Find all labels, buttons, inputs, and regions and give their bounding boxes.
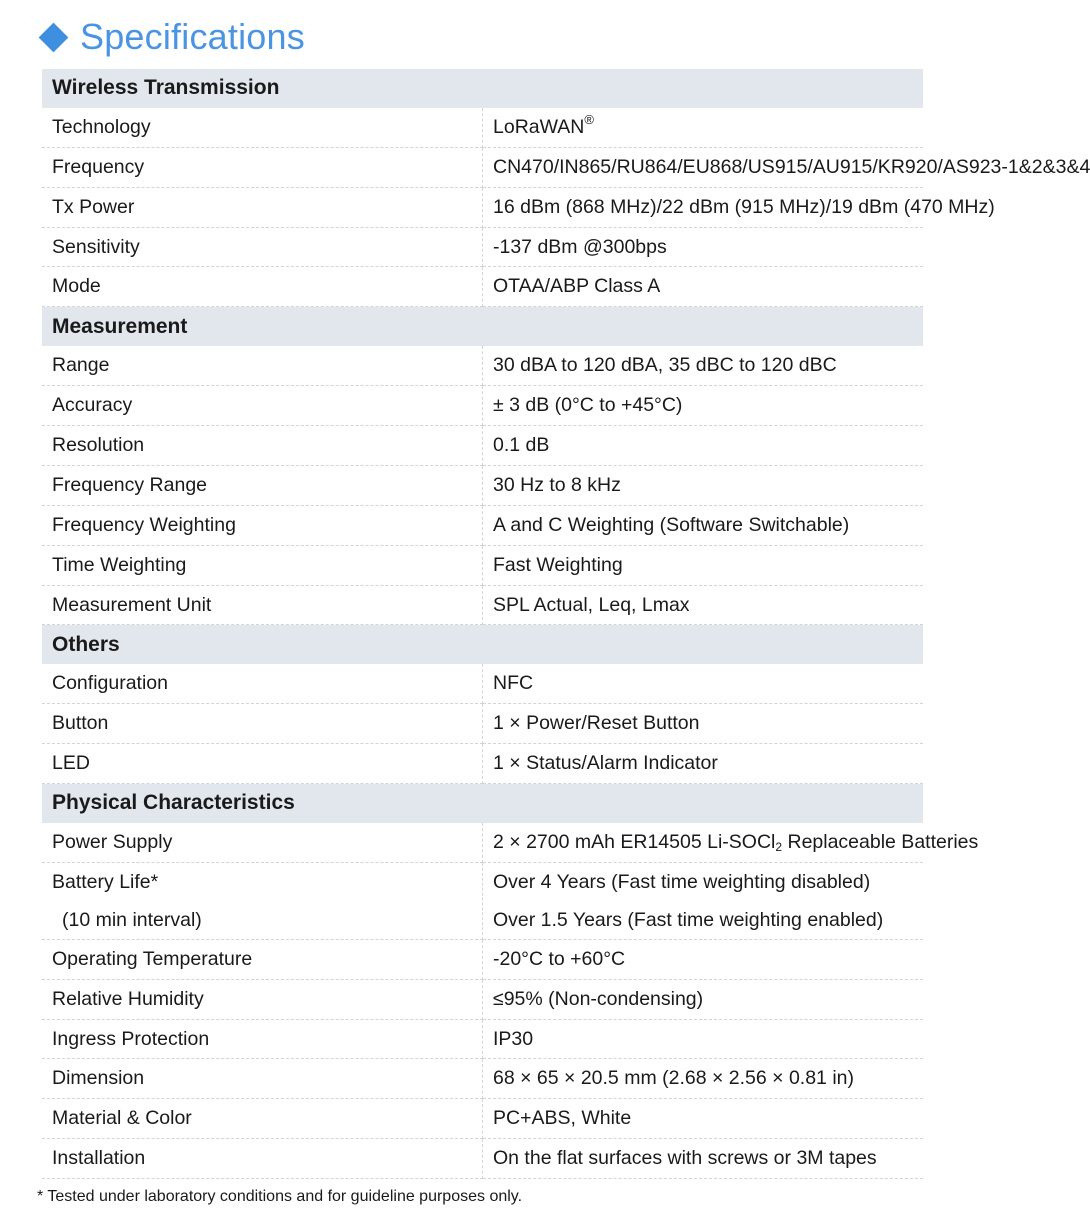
spec-value: -20°C to +60°C (483, 939, 924, 979)
spec-value (483, 108, 924, 147)
spec-row (42, 545, 923, 585)
spec-value: 0.1 dB (483, 426, 924, 466)
section-header-row (42, 307, 923, 346)
spec-label (42, 862, 483, 939)
spec-value-line: Over 1.5 Years (Fast time weighting enabled) (493, 908, 884, 931)
registered-mark: ® (584, 111, 594, 127)
spec-label: Frequency Range (42, 465, 483, 505)
spec-value: SPL Actual, Leq, Lmax (483, 585, 924, 625)
spec-label: Installation (42, 1139, 483, 1179)
spec-label: Relative Humidity (42, 979, 483, 1019)
spec-row (42, 147, 923, 187)
spec-label: LED (42, 744, 483, 784)
spec-row (42, 1139, 923, 1179)
spec-value: 30 Hz to 8 kHz (483, 465, 924, 505)
spec-value: On the flat surfaces with screws or 3M tapes (483, 1139, 924, 1179)
spec-row (42, 979, 923, 1019)
spec-value: PC+ABS, White (483, 1099, 924, 1139)
section-header-row (42, 784, 923, 823)
section-header-row (42, 625, 923, 664)
footnote: * Tested under laboratory conditions and for guideline purposes only. (37, 1188, 523, 1205)
spec-label: Operating Temperature (42, 939, 483, 979)
spec-label: Mode (42, 267, 483, 307)
spec-label: Range (42, 346, 483, 385)
spec-value-line: Over 4 Years (Fast time weighting disabled) (493, 870, 871, 893)
spec-label: Configuration (42, 664, 483, 703)
spec-value: NFC (483, 664, 924, 703)
spec-label: Technology (42, 108, 483, 147)
section-header-row (42, 69, 923, 108)
spec-row (42, 823, 923, 862)
spec-row (42, 744, 923, 784)
spec-row (42, 187, 923, 227)
spec-label-line: (10 min interval) (62, 908, 202, 931)
diamond-bullet-icon (39, 22, 69, 52)
spec-value: 68 × 65 × 20.5 mm (2.68 × 2.56 × 0.81 in) (483, 1059, 924, 1099)
spec-label: Frequency Weighting (42, 505, 483, 545)
spec-row (42, 704, 923, 744)
spec-label: Ingress Protection (42, 1019, 483, 1059)
spec-value: CN470/IN865/RU864/EU868/US915/AU915/KR920/AS923-1&2&3&4 (483, 147, 924, 187)
spec-value: 1 × Power/Reset Button (483, 704, 924, 744)
spec-label: Material & Color (42, 1099, 483, 1139)
spec-label: Frequency (42, 147, 483, 187)
spec-row (42, 346, 923, 385)
spec-value: ± 3 dB (0°C to +45°C) (483, 386, 924, 426)
spec-row (42, 664, 923, 703)
spec-row (42, 939, 923, 979)
spec-row (42, 1059, 923, 1099)
spec-row (42, 862, 923, 939)
page-title: Specifications (80, 16, 305, 57)
spec-value (483, 862, 924, 939)
spec-value: A and C Weighting (Software Switchable) (483, 505, 924, 545)
spec-row (42, 426, 923, 466)
spec-label: Sensitivity (42, 227, 483, 267)
spec-value: -137 dBm @300bps (483, 227, 924, 267)
spec-value: IP30 (483, 1019, 924, 1059)
spec-value-text: Replaceable Batteries (782, 830, 979, 853)
spec-row (42, 267, 923, 307)
subscript-text: 2 (775, 839, 783, 854)
spec-value-text: 2 × 2700 mAh ER14505 Li-SOCl (493, 830, 776, 853)
spec-label: Power Supply (42, 823, 483, 862)
spec-value: 16 dBm (868 MHz)/22 dBm (915 MHz)/19 dBm (470 MHz) (483, 187, 924, 227)
spec-row (42, 585, 923, 625)
spec-value: 1 × Status/Alarm Indicator (483, 744, 924, 784)
spec-row (42, 386, 923, 426)
spec-row (42, 227, 923, 267)
section-heading: Wireless Transmission (42, 69, 923, 108)
section-heading: Measurement (42, 307, 923, 346)
spec-value: ≤95% (Non-condensing) (483, 979, 924, 1019)
spec-label: Tx Power (42, 187, 483, 227)
specifications-table (42, 69, 1090, 1179)
spec-row (42, 505, 923, 545)
spec-value-text: LoRaWAN (493, 115, 585, 138)
page-header (38, 14, 305, 60)
spec-value: 30 dBA to 120 dBA, 35 dBC to 120 dBC (483, 346, 924, 385)
spec-label: Accuracy (42, 386, 483, 426)
spec-label: Measurement Unit (42, 585, 483, 625)
spec-row (42, 1019, 923, 1059)
section-heading: Others (42, 625, 923, 664)
spec-label: Time Weighting (42, 545, 483, 585)
spec-value (483, 823, 979, 862)
spec-label-line: Battery Life* (52, 870, 159, 893)
section-heading: Physical Characteristics (42, 784, 923, 823)
spec-label: Resolution (42, 426, 483, 466)
spec-row (42, 1099, 923, 1139)
spec-value: OTAA/ABP Class A (483, 267, 924, 307)
spec-value: Fast Weighting (483, 545, 924, 585)
spec-label: Dimension (42, 1059, 483, 1099)
spec-label: Button (42, 704, 483, 744)
spec-row (42, 465, 923, 505)
spec-row (42, 108, 923, 147)
